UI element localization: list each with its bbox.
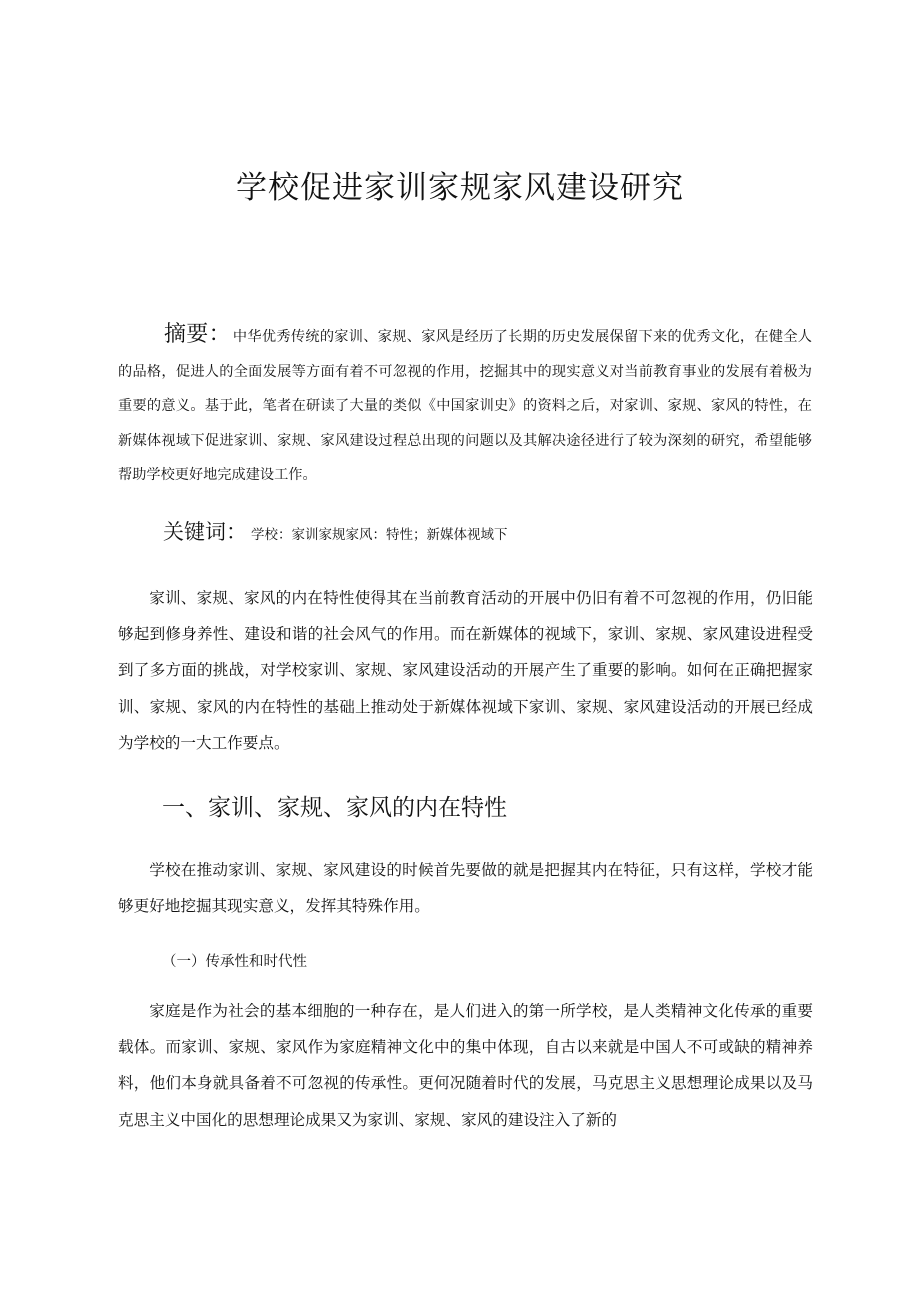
page-title: 学校促进家训家规家风建设研究 xyxy=(236,170,684,206)
subsection-heading: （一）传承性和时代性 xyxy=(162,954,307,970)
section-heading: 一、家训、家规、家风的内在特性 xyxy=(162,795,507,821)
keywords-text: 学校：家训家规家风：特性；新媒体视域下 xyxy=(251,527,508,543)
abstract-text: 中华优秀传统的家训、家规、家风是经历了长期的历史发展保留下来的优秀文化，在健全人的品格，促进人的全面发展等方面有着不可忽视的作用，挖掘其中的现实意义对当前教育事业的发展有着极为重要的意义。基于此，笔者在研读了大量的类似《中国家训史》的资料之后，对家训、家规、家风的特性，在新媒体视域下促进家训、家规、家风建设过程总出现的问题以及其解决途径进行了较为深刻的研究，希望能够帮助学校更好地完成建设工作。 xyxy=(118,329,812,483)
section-paragraph: 学校在推动家训、家规、家风建设的时候首先要做的就是把握其内在特征，只有这样，学校才能够更好地挖掘其现实意义，发挥其特殊作用。 xyxy=(118,861,813,916)
keywords-label: 关键词： xyxy=(163,520,247,544)
abstract-label: 摘要： xyxy=(164,322,231,347)
abstract-section xyxy=(118,318,812,493)
keywords-section xyxy=(163,512,508,555)
intro-paragraph: 家训、家规、家风的内在特性使得其在当前教育活动的开展中仍旧有着不可忽视的作用，仍旧能够起到修身养性、建设和谐的社会风气的作用。而在新媒体的视域下，家训、家规、家风建设进程受到了多方面的挑战，对学校家训、家规、家风建设活动的开展产生了重要的影响。如何在正确把握家训、家规、家风的内在特性的基础上推动处于新媒体视域下家训、家规、家风建设活动的开展已经成为学校的一大工作要点。 xyxy=(118,589,813,752)
subsection-paragraph: 家庭是作为社会的基本细胞的一种存在，是人们进入的第一所学校，是人类精神文化传承的重要载体。而家训、家规、家风作为家庭精神文化中的集中体现，自古以来就是中国人不可或缺的精神养料，他们本身就具备着不可忽视的传承性。更何况随着时代的发展，马克思主义思想理论成果以及马克思主义中国化的思想理论成果又为家训、家规、家风的建设注入了新的 xyxy=(118,1002,813,1129)
